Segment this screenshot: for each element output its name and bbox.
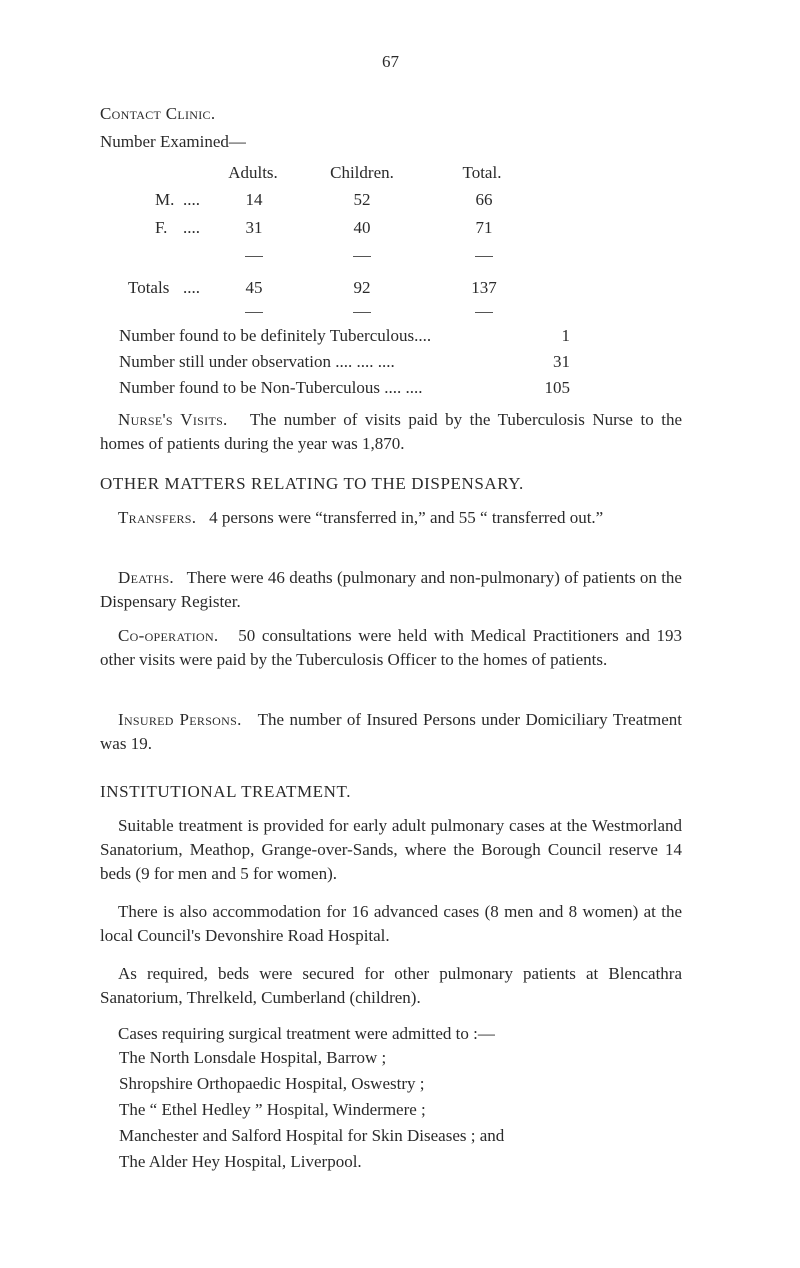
table-cell: 137 xyxy=(471,278,497,297)
list-item: The Alder Hey Hospital, Liverpool. xyxy=(119,1152,362,1171)
rule xyxy=(475,256,493,257)
paragraph-lead: Co-operation. xyxy=(118,626,219,645)
table-cell: 14 xyxy=(245,190,263,209)
table-cell: 66 xyxy=(475,190,493,209)
rule xyxy=(353,312,371,313)
table-cell: 40 xyxy=(353,218,371,237)
finding-value: 105 xyxy=(544,378,570,397)
nurses-visits-paragraph xyxy=(100,408,682,456)
finding-text: Number found to be definitely Tuberculous.... xyxy=(119,326,432,345)
transfers-paragraph xyxy=(100,506,682,530)
column-header-children: Children. xyxy=(330,163,394,182)
insured-persons-paragraph xyxy=(100,708,682,756)
finding-text: Number found to be Non-Tuberculous .... .... xyxy=(119,378,423,397)
column-header-adults: Adults. xyxy=(228,163,278,182)
finding-value: 1 xyxy=(561,326,570,345)
cooperation-paragraph xyxy=(100,624,682,672)
institutional-paragraph: As required, beds were secured for other pulmonary patients at Blencathra Sanatorium, Threlkeld, Cumberland (children). xyxy=(100,964,682,1007)
table-cell: 31 xyxy=(245,218,263,237)
section-heading-institutional-treatment: INSTITUTIONAL TREATMENT. xyxy=(100,782,352,801)
section-heading-contact-clinic: Contact Clinic. xyxy=(100,104,216,123)
paragraph-lead: Deaths. xyxy=(118,568,174,587)
totals-label: Totals xyxy=(128,278,170,297)
table-cell: 92 xyxy=(353,278,371,297)
paragraph-text: 50 consultations were held with Medical Practitioners and 193 other visits were paid by the Tuberculosis Officer to the homes of patients. xyxy=(100,626,683,669)
leader-dots: .... xyxy=(183,218,200,237)
table-row-label: F. xyxy=(155,218,168,237)
finding-value: 31 xyxy=(553,352,570,371)
paragraph-text: 4 persons were “transferred in,” and 55 “ transferred out.” xyxy=(209,508,604,527)
list-item: The North Lonsdale Hospital, Barrow ; xyxy=(119,1048,387,1067)
list-item: Shropshire Orthopaedic Hospital, Oswestry ; xyxy=(119,1074,425,1093)
table-cell: 45 xyxy=(245,278,263,297)
number-examined-label: Number Examined— xyxy=(100,132,246,151)
leader-dots: .... xyxy=(183,190,200,209)
institutional-paragraph: Cases requiring surgical treatment were admitted to :— xyxy=(118,1024,495,1043)
column-header-total: Total. xyxy=(462,163,502,182)
table-cell: 52 xyxy=(353,190,371,209)
paragraph-text: The number of Insured Persons under Domiciliary Treatment was 19. xyxy=(100,710,682,753)
finding-text: Number still under observation .... .... .... xyxy=(119,352,395,371)
paragraph-lead: Nurse's Visits. xyxy=(118,410,228,429)
deaths-paragraph xyxy=(100,566,682,614)
rule xyxy=(353,256,371,257)
leader-dots: .... xyxy=(183,278,200,297)
paragraph-lead: Insured Persons. xyxy=(118,710,242,729)
section-heading-other-matters: OTHER MATTERS RELATING TO THE DISPENSARY. xyxy=(100,474,524,493)
paragraph-text: The number of visits paid by the Tuberculosis Nurse to the homes of patients during the year was 1,870. xyxy=(100,410,682,453)
rule xyxy=(475,312,493,313)
paragraph-text: There were 46 deaths (pulmonary and non-pulmonary) of patients on the Dispensary Register. xyxy=(100,568,682,611)
institutional-paragraph: There is also accommodation for 16 advanced cases (8 men and 8 women) at the local Council's Devonshire Road Hospital. xyxy=(100,902,682,945)
list-item: The “ Ethel Hedley ” Hospital, Windermere ; xyxy=(119,1100,426,1119)
page-number: 67 xyxy=(382,52,399,71)
rule xyxy=(245,312,263,313)
list-item: Manchester and Salford Hospital for Skin Diseases ; and xyxy=(119,1126,505,1145)
institutional-paragraph: Suitable treatment is provided for early adult pulmonary cases at the Westmorland Sanatorium, Meathop, Grange-over-Sands, where the Borough Council reserve 14 beds (9 for men and 5 for women). xyxy=(100,816,682,883)
rule xyxy=(245,256,263,257)
table-row-label: M. xyxy=(155,190,175,209)
table-cell: 71 xyxy=(475,218,493,237)
paragraph-lead: Transfers. xyxy=(118,508,197,527)
